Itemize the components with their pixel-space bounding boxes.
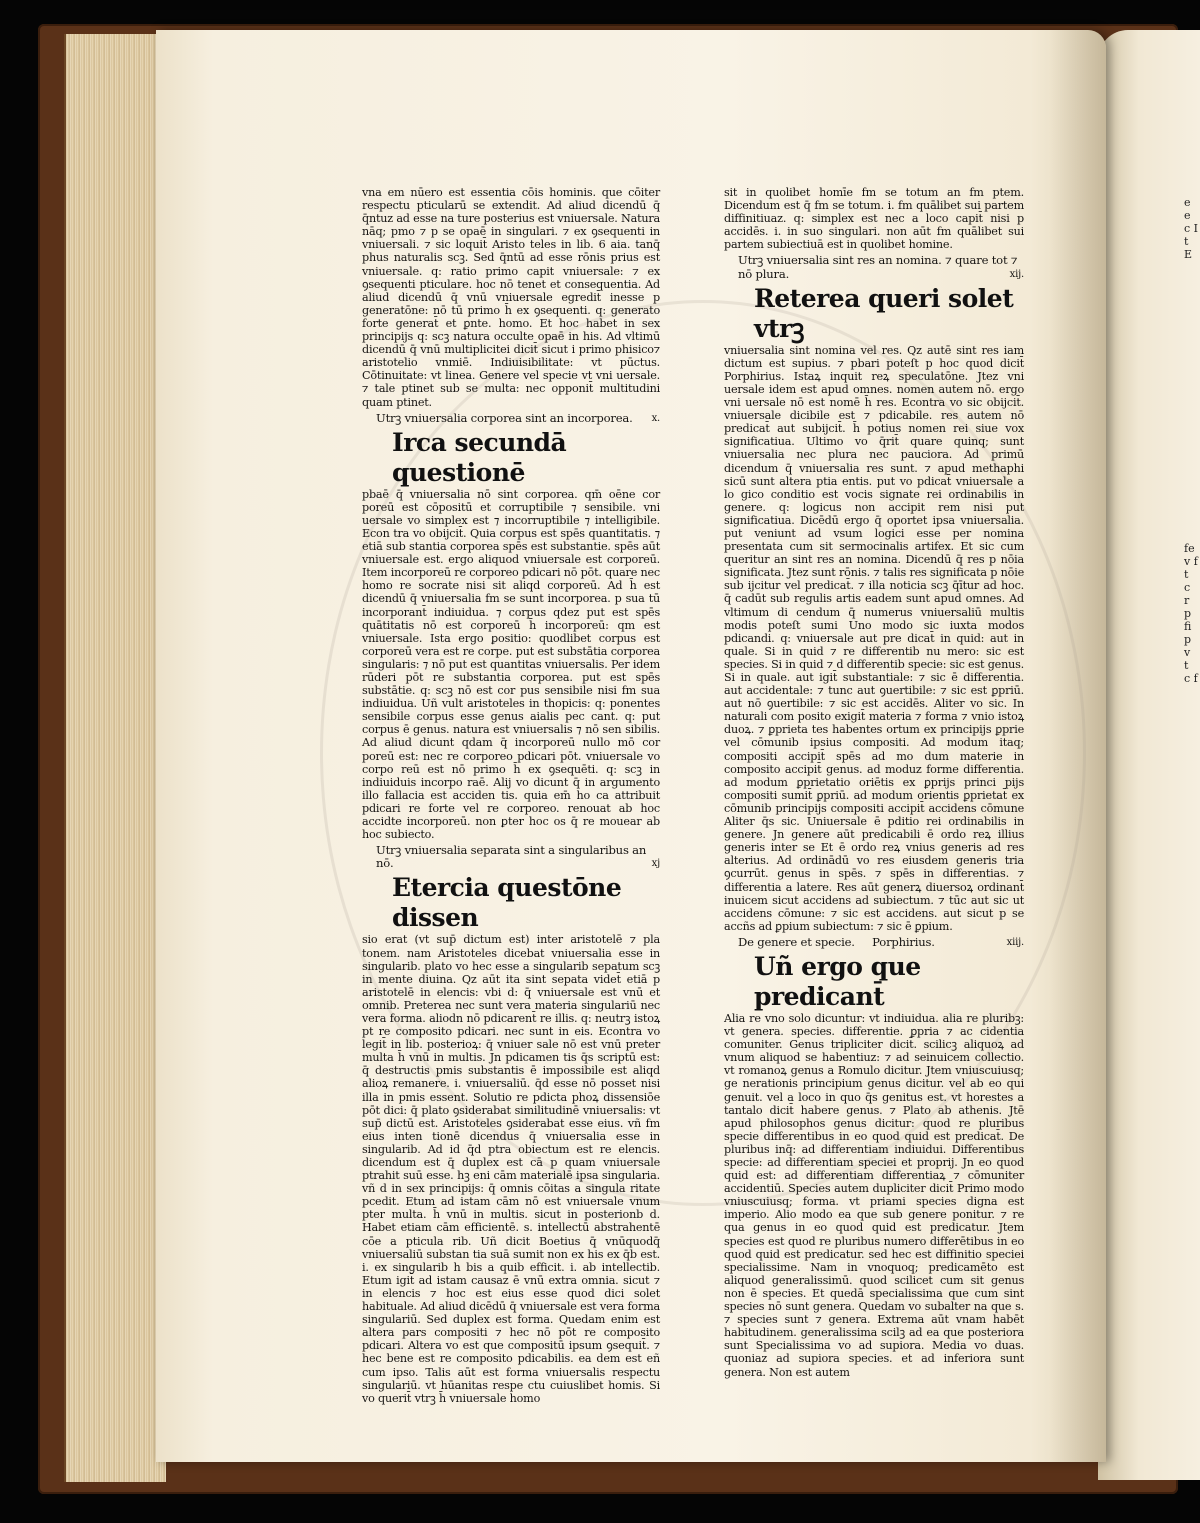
subtitle-text: Utrꝫ vniuersalia sint res an nomina. ⁊ quare tot ⁊ nō plura. [738, 253, 1018, 281]
text-block: pbaē q̄ vniuersalia nō sint corporea. qm̄ oēne cor poreū est cōpositū et corruptibile ⁊ sensibile. vni uersale vo simplex est ⁊ incorruptibile ⁊ intelligibile. Econ tra vo obijcit̄. Quia corpus est spēs quantitatis. ⁊ etiā sub stantia corporea spēs est substantie. spēs aūt vniuersale est. ergo aliquod vniuersale est corporeū. Item incorporeū re corporeo pdicari nō pōt. quare nec homo re socrate nisi sit aliqd corporeū. Ad h̄ est dicendū q̄ vniuersalia fm se sunt incorporea. p sua tū incorporant̄ indiuidua. ⁊ corpus qdez put est spēs quātitatis nō est corporeū h̄ incorporeū: qm est vniuersale. Ista ergo ꝑositio: quodlibet corpus est corporeū vera est re corpe. put est substātia corporea singularis: ⁊ nō put est quantitas vniuersalis. Per idem rūderi pōt re substantia corporea. put est spēs substātie. q: scꝫ nō est cor pus sensibile nisi fm sua indiuidua. Uñ vult aristoteles in thopicis: q: ponentes sensibile corpus esse genus aialis pec cant. q: put corpus ē genus. natura est vniuersalis ⁊ nō sen sibilis. Ad aliud dicunt qdam q̄ incorporeū nullo mō cor poreū est: nec re corporeo pdicari pōt. vniuersale vo corpo reū est nō primo h̄ ex ꝯsequēti. q: scꝫ in indiuiduis incorpo raē. Alij vo dicunt q̄ in argumento illo fallacia est acciden tis. quia em̄ ho ca attribuit pdicari re forte vel re corporeo. renouat ab hoc accidte incorporeū. non ꝑter hoc os q̄ re mouear ab hoc subiecto. [362, 487, 660, 842]
section-number: xiij. [1006, 936, 1024, 948]
section-number: x. [651, 412, 660, 424]
facing-page-text-fragment: fe v f t c r p fi p v t c f [1184, 542, 1198, 685]
left-text-column [362, 186, 660, 1405]
text-block: Alia re vno solo dicuntur: vt indiuidua. alia re pluribꝫ: vt genera. species. differentie. ꝑpria ⁊ ac cidentia comuniter. Genus tripliciter dicit̄. scilicꝫ aliquoꝝ ad vnum aliquod se habentiuz: ⁊ ad seinuicem collectio. vt romanoꝝ genus a Romulo dicitur. Jtem vniuscuiusq; ge nerationis principium genus dicitur. vel ab eo qui genuit. vel a loco in quo q̄s genitus est. vt horestes a tantalo dicit̄ habere genus. ⁊ Plato ab athenis. Jtē apud philosophos genus dicitur: quod re pluribus specie differentibus in eo quod quid est predicat̄. De pluribus inq̄: ad differentiam indiuidui. Differentibus specie: ad differentiam speciei et proprij. Jn eo quod quid est: ad differentiam differentiaꝝ ⁊ cōmuniter accidentiū. Species autem dupliciter dicit̄ Primo modo vniuscuiusq; forma. vt priami species digna est imperio. Alio modo ea que sub genere ponitur. ⁊ re qua genus in eo quod quid est predicatur. Jtem species est quod re pluribus numero differētibus in eo quod quid est predicatur. sed hec est diffinitio speciei specialissime. Nam in vnoquoq; predicamēto est aliquod generalissimū. quod scilicet cum sit genus non ē species. Et quedā specialissima que cum sint species nō sunt genera. Quedam vo subalter na que s. ⁊ species sunt ⁊ genera. Extrema aūt vnam habēt habitudinem. generalissima scilꝫ ad ea que posteriora sunt Specialissima vo ad supiora. Media vo duas. quoniaz ad supiora species. et ad inferiora sunt genera. Non est autem [724, 1011, 1024, 1379]
section-number: xj [651, 858, 660, 870]
facing-page-text-fragment: e e c I t E [1184, 196, 1199, 261]
section-subtitle [362, 412, 660, 425]
subtitle-text: Utrꝫ vniuersalia separata sint a singularibus an nō. [376, 843, 647, 871]
section-heading: Irca secundā questionē [392, 427, 567, 487]
text-block: vna em nūero est essentia cōis hominis. que cōiter respectu pticularū se extendit. Ad aliud dicendū q̄ q̄ntuz ad esse na ture posterius est vniuersale. Natura nāq; pmo ⁊ p se opaē in singulari. ⁊ ex ꝯsequenti in vniuersali. ⁊ sic loquit̄ Aristo teles in lib. 6 aia. tanq̄ phus naturalis scꝫ. Sed q̄ntū ad esse rōnis prius est vniuersale. q: ratio primo capit vniuersale: ⁊ ex ꝯsequenti pticulare. hoc nō tenet et consequentia. Ad aliud dicendū q̄ vnū vniuersale egredit̄ inesse p generatōne: nō tū primo h̄ ex ꝯsequenti. q: generato forte generat̄ et ꝑnte. homo. Et hoc habet in sex principijs q: scꝫ natura occulte opaē in his. Ad vltimū dicendū q̄ vnū multiplicitei dicit̄ sicut i primo phisico⁊ aristotelio vnmiē. Indiuisibilitate: vt pūctus. Cōtinuitate: vt linea. Genere vel specie vt vni uersale. ⁊ tale ptinet sub se multa: nec opponit̄ multitudini quam ptinet. [362, 186, 660, 409]
right-text-column [724, 186, 1024, 1379]
section-subtitle [362, 844, 660, 870]
section-heading: Reterea queri solet vtrꝫ [754, 283, 1014, 343]
section-subtitle [724, 936, 1024, 949]
page-edges [64, 34, 166, 1482]
section-subtitle [724, 254, 1024, 280]
text-block: vniuersalia sint nomina vel res. Qz autē sint res iam dictum est supius. ⁊ pbari poteſt p hoc quod dicit̄ Porphirius. Istaꝝ inquit reꝝ speculatōne. Jtez vni uersale idem est apud omnes. nomen autem nō. ergo vni uersale nō est nomē h̄ res. Econtra vo sic obijcit̄. vniuersale dicibile est ⁊ pdicabile. res autem nō predicat̄ aut subijcit̄. h̄ potius nomen rei siue vox significatiua. Ultimo vo q̄rit̄ quare quinq; sunt vniuersalia nec plura nec pauciora. Ad primū dicendum q̄ vniuersalia res sunt. ⁊ apud methaphi sicū sunt altera ptia entis. put vo pdicat̄ vniuersale a lo gico conditio est vocis signate rei ordinabilis in genere. q: logicus non accipit rem nisi put significatiua. Dicēdū ergo q̄ oportet ipsa vniuersalia. put veniunt ad vsum logici esse per nomina presentata cum sit sermocinalis artifex. Et sic cum queritur an sint res an nomina. Dicendū q̄ res p nōia significata. Jtez sunt rōnis. ⁊ talis res significata p nōie sub ijcitur vel predicat̄. ⁊ illa noticia scꝫ q̄ītur ad hoc. q̄ cadūt sub regulis artis eadem sunt apud omnes. Ad vltimum di cendum q̄ numerus vniuersaliū multis modis poteſt sumi Uno modo sic iuxta modos pdicandi. q: vniuersale aut pre dicat̄ in quid: aut in quale. Si in quid ⁊ re differentib nu mero: sic est species. Si in quid ⁊ d differentib specie: sic est genus. Si in quale. aut igit̄ substantiale: ⁊ sic ē differentia. aut accidentale: ⁊ tunc aut ꝯuertibile: ⁊ sic est ꝑpriū. aut nō ꝯuertibile: ⁊ sic est accidēs. Aliter vo sic. In naturali com posito exigit̄ materia ⁊ forma ⁊ vnio istoꝝ duoꝝ. ⁊ ꝑprieta tes habentes ortum ex principijs ꝑprie vel cōmunib ipsius compositi. Ad modum itaq; compositi accipit̄ spēs ad mo dum materie in composito accipit̄ genus. ad moduz forme differentia. ad modum ꝑprietatio oriētis ex ꝑprijs princi pijs compositi sumit̄ ꝑpriū. ad modum orientis ꝑprietat̄ ex cōmunib principijs compositi accipit̄ accidens cōmune Aliter q̄s sic. Uniuersale ē pditio rei ordinabilis in genere. Jn genere aūt predicabili ē ordo reꝝ illius generis inter se Et ē ordo reꝝ vnius generis ad res alterius. Ad ordinādū vo res eiusdem generis tria ꝯcurrūt. genus in spēs. ⁊ spēs in differentias. ⁊ differentia a latere. Res aūt generꝝ diuersoꝝ ordinant̄ inuicem sicut accidens ad subiectum. ⁊ tūc aut sic ut accidens cōmune: ⁊ sic est accidens. aut sicut p se accñs ad ꝑpium subiectum: ⁊ sic ē ꝑpium. [724, 343, 1024, 933]
subtitle-author: Porphirius. [872, 934, 935, 949]
text-block: sio erat (vt sup̄ dictum est) inter aristotelē ⁊ pla tonem. nam Aristoteles dicebat vniuersalia esse in singularib. plato vo hec esse a singularib sepatum scꝫ in mente diuina. Qz aūt ita sint sepata videt̄ etiā p aristotelē in elencis: vbi d: q̄ vniuersale est vnū et omnib. Preterea nec sunt vera materia singulariū nec vera forma. aliodn nō pdicarent̄ re illis. q: neutrꝫ istoꝝ pt re composito pdicari. nec sunt in eis. Econtra vo legit̄ in lib. posterioꝝ: q̄ vniuer sale nō est vnū preter multa h̄ vnū in multis. Jn pdicamen tis q̄s scriptū est: q̄ destructis pmis substantis ē impossibile est aliqd alioꝝ remanere. i. vniuersaliū. q̄d esse nō posset nisi illa in pmis essent. Solutio re pdicta phoꝝ dissensiōe pōt dici: q̄ plato ꝯsiderabat similitudinē vniuersalis: vt sup̄ dictū est. Aristoteles ꝯsiderabat esse eius. vñ fm eius inten tionē dicendus q̄ vniuersalia esse in singularib. Ad id q̄d ptra obiectum est re elencis. dicendum est q̄ duplex est cā p quam vniuersale ptrahit suū esse. hꝫ eni cām materialē ipsa singularia. vñ d in sex principijs: q̄ omnis cōitas a singula ritate pcedit. Etum ad istam cām nō est vniuersale vnum pter multa. h̄ vnū in multis. sicut in posterionb d. Habet etiam cām efficientē. s. intellectū abstrahentē cōe a pticula rib. Uñ dicit Boetius q̄ vnūquodq̄ vniuersaliū substan tia suā sumit non ex his ex q̄b est. i. ex singularib h bis a quib efficit. i. ab intellectib. Etum igit̄ ad istam causaz ē vnū extra omnia. sicut ⁊ in elencis ⁊ hoc est eius esse quod dici solet habituale. Ad aliud dicēdū q̄ vniuersale est vera forma singulariū. Sed duplex est forma. Quedam enim est altera pars compositi ⁊ hec nō pōt re composito pdicari. Altera vo est que compositū ipsum ꝯsequit̄. ⁊ hec bene est re composito pdicabilis. ea dem est eñ cum ipso. Talis aūt est forma vniuersalis respectu singulariū. vt hūanitas respe ctu cuiuslibet homis. Si vo querit̄ vtrꝫ h̄ vniuersale homo [362, 933, 660, 1405]
text-block: sit in quolibet homīe fm se totum an fm ptem. Dicendum est q̄ fm se totum. i. fm quālibet sui partem diffinitiuaz. q: simplex est nec a loco capit̄ nisi p accidēs. i. in suo singulari. non aūt fm quālibet sui partem subiectiuā est in quolibet homine. [724, 186, 1024, 252]
subtitle-text: Utrꝫ vniuersalia corporea sint an incorporea. [376, 410, 633, 425]
section-number: xij. [1009, 268, 1024, 280]
section-heading: Uñ ergo que predicant̄ [754, 951, 921, 1011]
section-heading: Etercia questōne dissen [392, 873, 622, 933]
subtitle-text: De genere et specie. [738, 934, 855, 949]
